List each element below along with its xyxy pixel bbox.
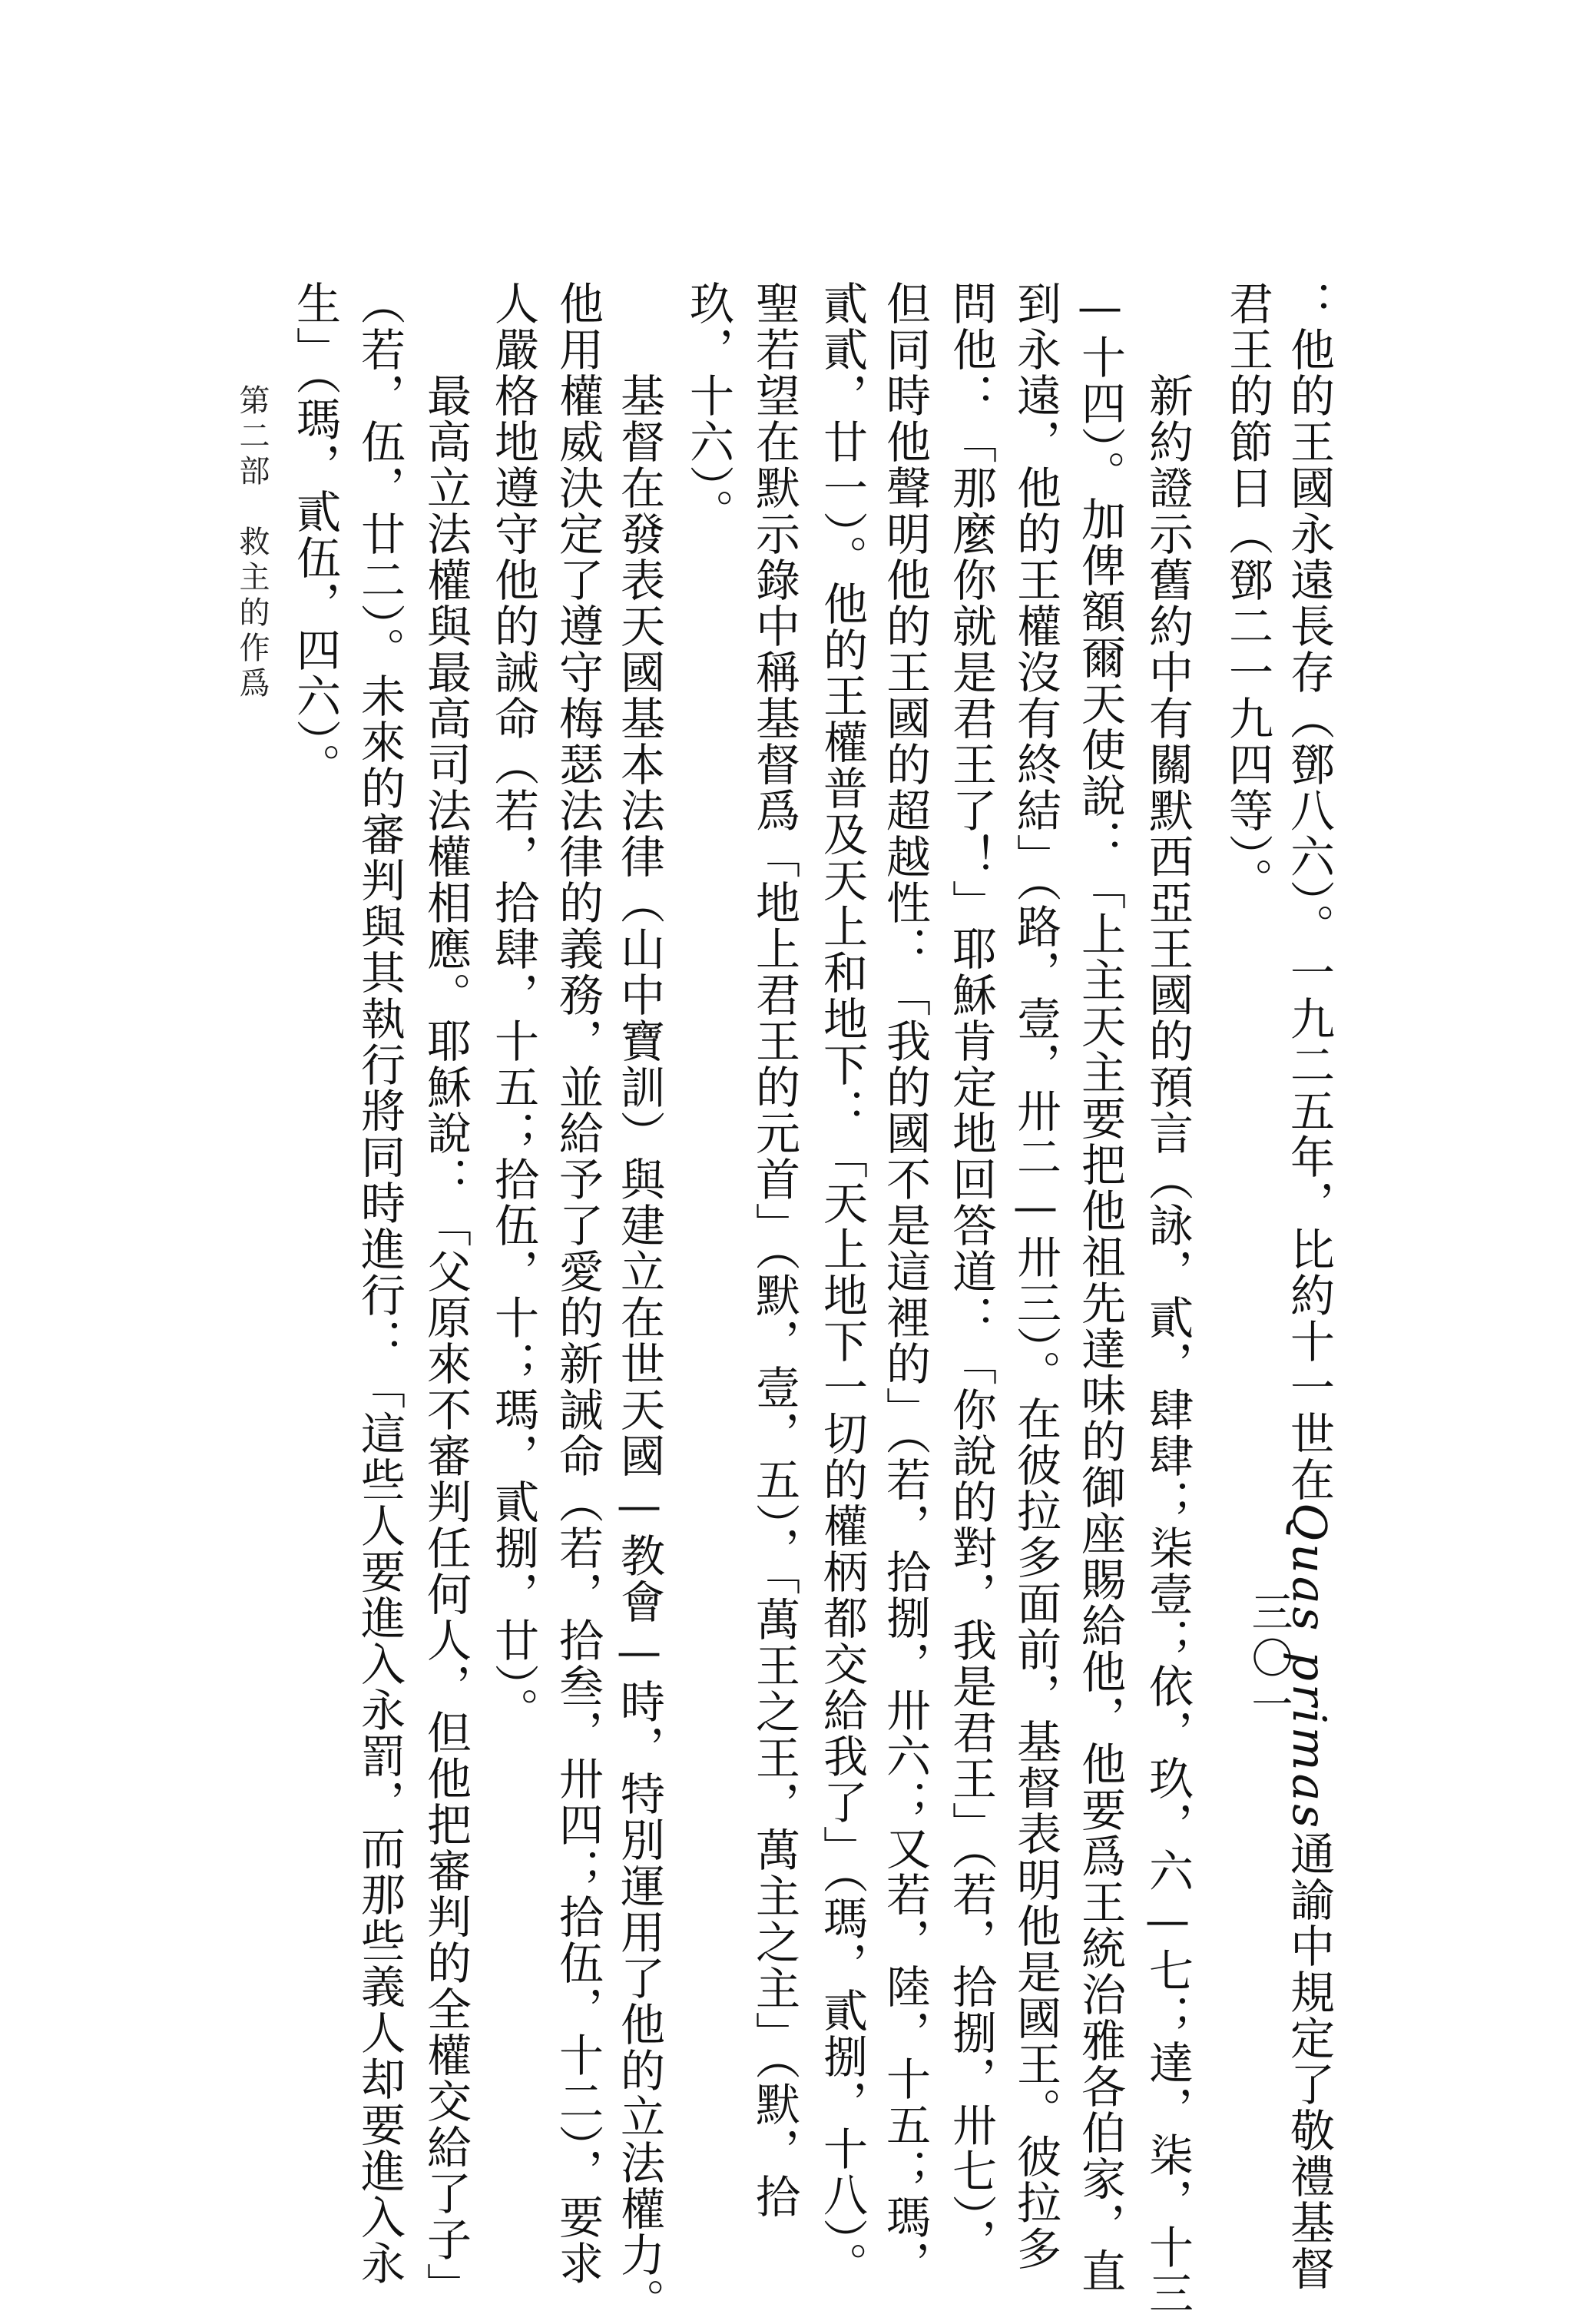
- latin-phrase: Quas primas: [1282, 1503, 1336, 1832]
- text-column-9: 聖若望在默示錄中稱基督爲「地上君王的元首」（默，壹，五），「萬王之王，萬主之主」（默，拾: [748, 280, 800, 2220]
- text-column-11: 基督在發表天國基本法律（山中寶訓）與建立在世天國—教會—時，特別運用了他的立法權力。: [613, 373, 665, 2324]
- text-column-15: （若，伍，廿二）。未來的審判與其執行將同時進行：「這些人要進入永罰，而那些義人却要進入永: [353, 280, 406, 2286]
- text-column-13: 人嚴格地遵守他的誡命（若，拾肆，十五；拾伍，十；瑪，貳捌，廿）。: [487, 280, 539, 1733]
- text-column-12: 他用權威決定了遵守梅瑟法律的義務，並給予了愛的新誡命（若，拾叁，卅四；拾伍，十二），要求: [551, 280, 604, 2286]
- running-head: 第二部 救主的作爲: [234, 384, 270, 702]
- text-column-5: 到永遠，他的王權沒有終結」（路，壹，卅二—卅三）。在彼拉多面前，基督表明他是國王。彼拉多: [1009, 280, 1061, 2272]
- text-column-6: 問他：「那麼你就是君王了！」耶穌肯定地回答道：「你說的對，我是君王」（若，拾捌，卅七），: [945, 280, 997, 2264]
- text-segment: 通諭中規定了敬禮基督: [1283, 1831, 1335, 2293]
- text-column-10: 玖，十六）。: [682, 280, 734, 535]
- text-segment: ：他的王國永遠長存（鄧八六）。一九二五年，比約十一世在: [1283, 280, 1335, 1503]
- text-column-8: 貳貳，廿一）。他的王權普及天上和地下：「天上地下一切的權柄都交給我了」（瑪，貳捌，十八）。: [816, 280, 868, 2288]
- text-column-14: 最高立法權與最高司法權相應。耶穌說：「父原來不審判任何人，但他把審判的全權交給了子」: [419, 373, 472, 2309]
- page-number: 三〇一: [1245, 1590, 1293, 1729]
- text-column-4: —十四）。加俾額爾天使說：「上主天主要把他祖先達味的御座賜給他，他要爲王統治雅各伯家，直: [1074, 280, 1126, 2294]
- text-column-16: 生」（瑪，貳伍，四六）。: [289, 280, 341, 789]
- text-column-3: 新約證示舊約中有關默西亞王國的預言（詠，貳，肆肆；柒壹；依，玖，六—七；達，柒，十三: [1141, 373, 1194, 2316]
- text-column-2: 君王的節日（鄧二一九四等）。: [1221, 280, 1273, 903]
- text-column-7: 但同時他聲明他的王國的超越性：「我的國不是這裡的」（若，拾捌，卅六；又若，陸，十五；瑪，: [879, 280, 931, 2286]
